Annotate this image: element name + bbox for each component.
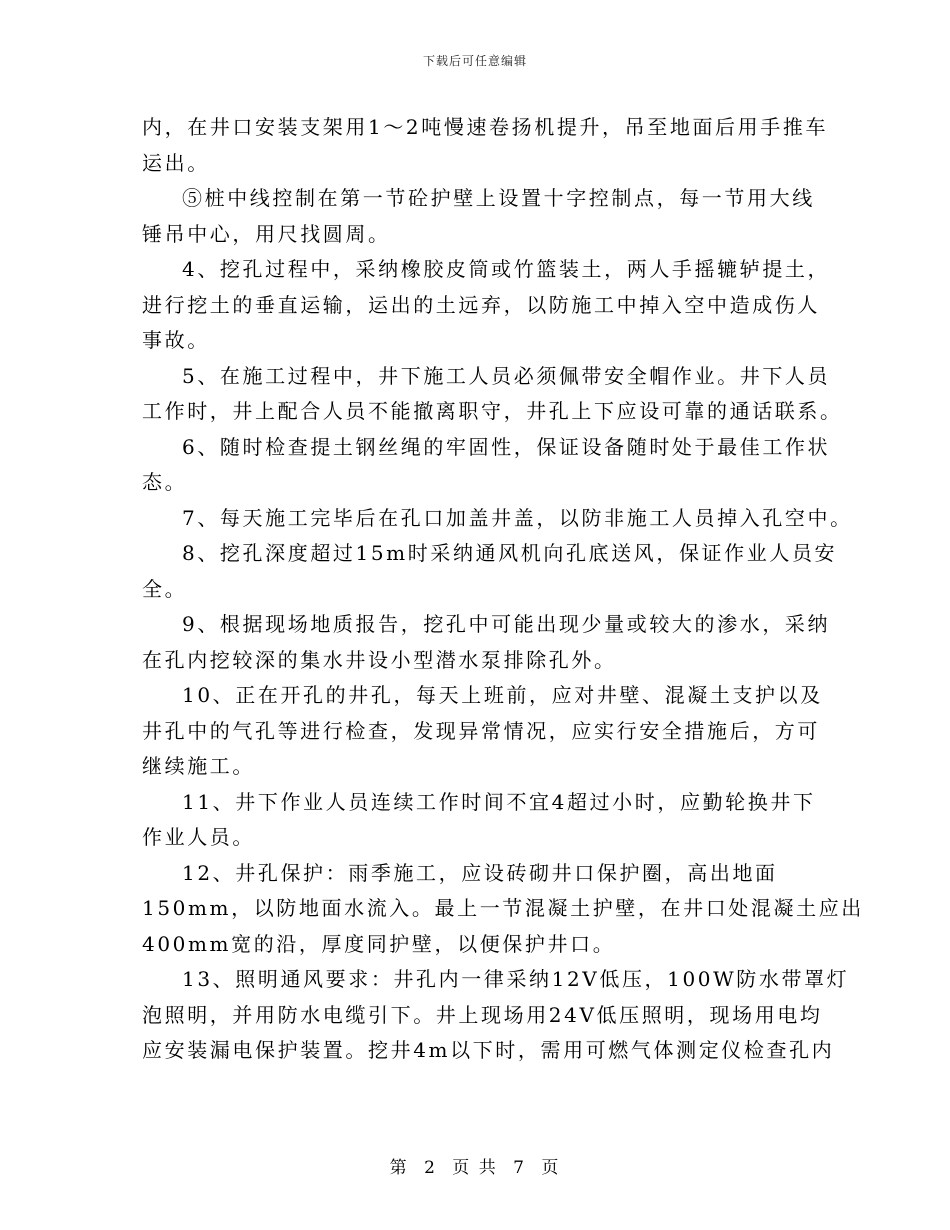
paragraph-line: 5、在施工过程中，井下施工人员必须佩带安全帽作业。井下人员 <box>182 363 831 388</box>
paragraph <box>142 962 850 1069</box>
footer-label-of: 页 共 <box>452 1158 498 1178</box>
paragraph <box>142 678 822 785</box>
paragraph-line: 11、井下作业人员连续工作时间不宜4超过小时，应勤轮换井下 <box>182 789 816 814</box>
paragraph <box>142 536 838 607</box>
paragraph-line: ⑤桩中线控制在第一节砼护壁上设置十字控制点，每一节用大线 <box>182 186 815 210</box>
paragraph-line: 继续施工。 <box>142 754 255 778</box>
paragraph-line: 150mm，以防地面水流入。最上一节混凝土护壁，在井口处混凝土应出 <box>142 896 864 920</box>
page-footer <box>0 1153 950 1178</box>
paragraph-line: 应安装漏电保护装置。挖井4m以下时，需用可燃气体测定仪检查孔内 <box>142 1038 835 1062</box>
paragraph <box>142 359 843 430</box>
paragraph-line: 7、每天施工完毕后在孔口加盖井盖，以防非施工人员掉入孔空中。 <box>182 505 853 530</box>
footer-total-pages: 7 <box>513 1158 526 1178</box>
paragraph-line: 锤吊中心，用尺找圆周。 <box>142 221 391 246</box>
paragraph <box>142 856 864 963</box>
paragraph <box>142 785 822 856</box>
paragraph <box>142 501 853 537</box>
paragraph-line: 全。 <box>142 576 188 601</box>
paragraph-line: 8、挖孔深度超过15m时采纳通风机向孔底送风，保证作业人员安 <box>182 541 838 565</box>
paragraph <box>142 252 831 359</box>
paragraph-line: 作业人员。 <box>142 825 255 849</box>
paragraph-line: 4、挖孔过程中，采纳橡胶皮筒或竹篮装土，两人手摇辘轳提土， <box>182 257 831 281</box>
paragraph <box>142 607 831 678</box>
paragraph <box>142 181 822 252</box>
paragraph-line: 10、正在开孔的井孔，每天上班前，应对井壁、混凝土支护以及 <box>182 683 823 707</box>
paragraph-line: 态。 <box>142 470 188 494</box>
paragraph-line: 内，在井口安装支架用1～2吨慢速卷扬机提升，吊至地面后用手推车 <box>142 115 829 139</box>
paragraph-line: 400mm宽的沿，厚度同护壁，以便保护井口。 <box>142 931 616 956</box>
document-body <box>142 110 864 1069</box>
paragraph-line: 进行挖土的垂直运输，运出的土远弃，以防施工中掉入空中造成伤人 <box>142 292 820 317</box>
paragraph-line: 井孔中的气孔等进行检查，发现异常情况，应实行安全措施后，方可 <box>142 718 820 743</box>
footer-label-pages: 页 <box>541 1158 561 1178</box>
paragraph-line: 6、随时检查提土钢丝绳的牢固性，保证设备随时处于最佳工作状 <box>182 434 831 459</box>
paragraph <box>142 430 831 501</box>
paragraph-line: 泡照明，并用防水电缆引下。井上现场用24V低压照明，现场用电均 <box>142 1002 823 1027</box>
paragraph-line: 在孔内挖较深的集水井设小型潜水泵排除孔外。 <box>142 647 617 672</box>
paragraph-line: 12、井孔保护：雨季施工，应设砖砌井口保护圈，高出地面 <box>182 860 778 885</box>
footer-current-page: 2 <box>424 1158 437 1178</box>
paragraph-line: 13、照明通风要求：井孔内一律采纳12V低压，100W防水带罩灯 <box>182 967 850 991</box>
paragraph-line: 工作时，井上配合人员不能撤离职守，井孔上下应设可靠的通话联系。 <box>142 399 843 423</box>
page-header-note: 下载后可任意编辑 <box>422 54 527 68</box>
paragraph <box>142 110 829 181</box>
paragraph-line: 9、根据现场地质报告，挖孔中可能出现少量或较大的渗水，采纳 <box>182 612 831 636</box>
paragraph-line: 事故。 <box>142 328 210 352</box>
footer-label-page: 第 <box>389 1158 409 1178</box>
paragraph-line: 运出。 <box>142 150 210 175</box>
